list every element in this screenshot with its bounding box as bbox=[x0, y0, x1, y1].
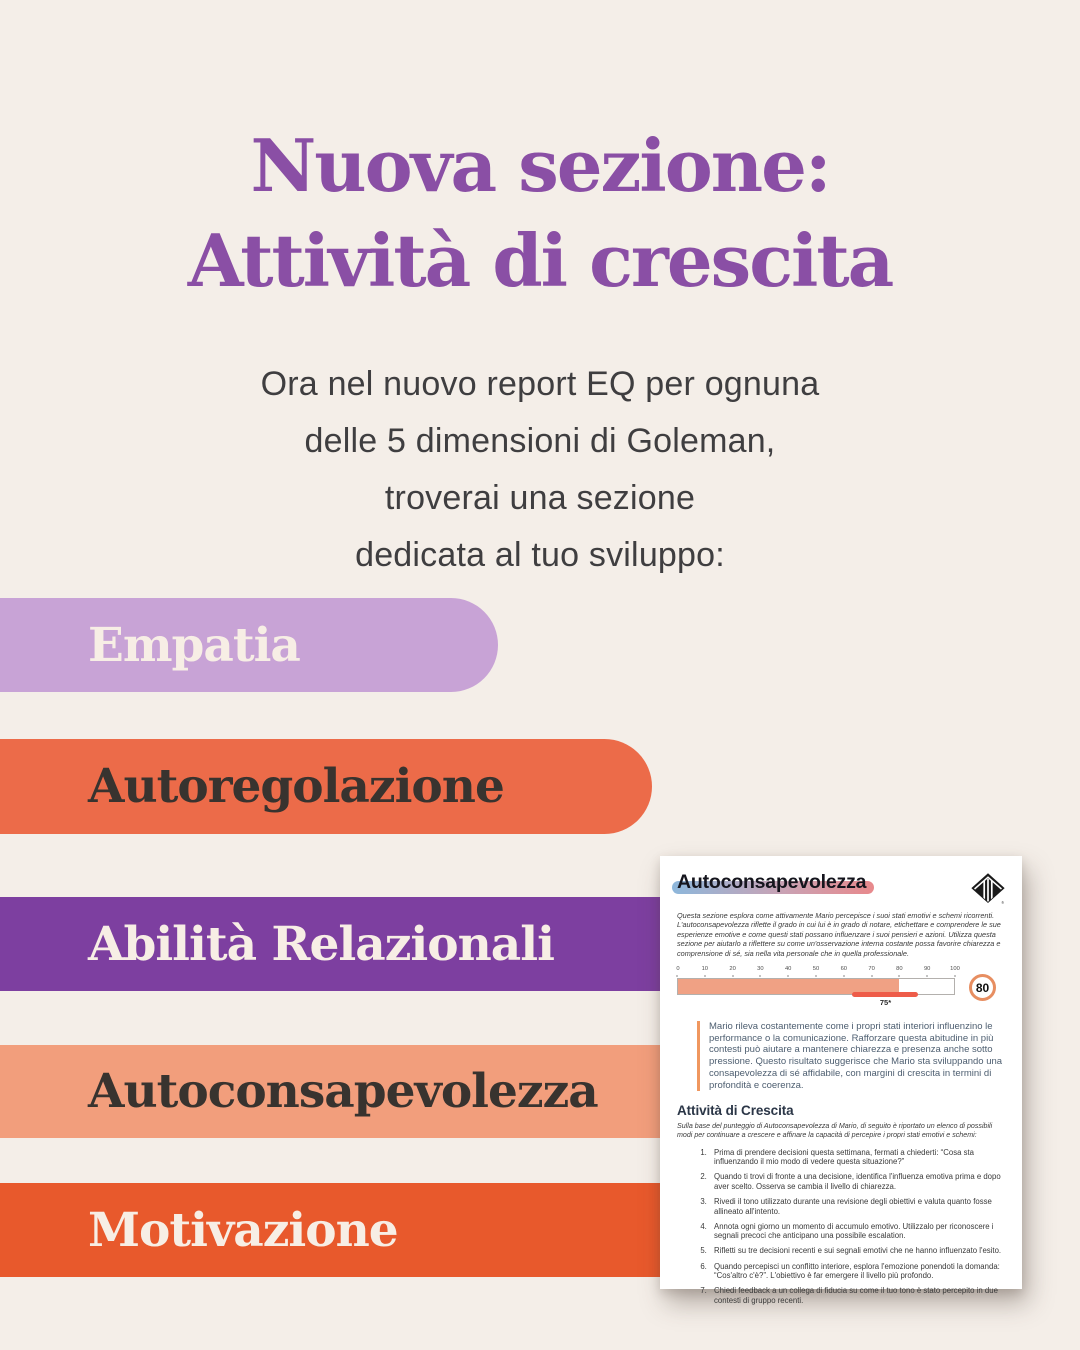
pill-label: Autoregolazione bbox=[88, 759, 504, 814]
tick-mark bbox=[955, 975, 956, 978]
tick-mark bbox=[788, 975, 789, 978]
pill-label: Autoconsapevolezza bbox=[88, 1064, 598, 1119]
subtitle-line: delle 5 dimensioni di Goleman, bbox=[304, 422, 776, 460]
tick-mark bbox=[677, 975, 678, 978]
activity-item: 4. Annota ogni giorno un momento di accumulo emotivo. Utilizzalo per riconoscere i segnali precoci che anticipano una possibile escalation. bbox=[709, 1222, 1007, 1241]
activity-item: 2. Quando ti trovi di fronte a una decisione, identifica l'influenza emotiva prima e dopo aver scelto. Osserva se cambia il livello di chiarezza. bbox=[709, 1172, 1007, 1191]
scale-tick-labels bbox=[676, 966, 960, 974]
activity-item: 3. Rivedi il tono utilizzato durante una revisione degli obiettivi e valuta quanto fosse allineato all'intento. bbox=[709, 1197, 1007, 1216]
tick-mark bbox=[843, 975, 844, 978]
tick-label: 10 bbox=[701, 966, 709, 973]
score-badge: 80 bbox=[969, 974, 996, 1001]
growth-activities-list bbox=[677, 1148, 1007, 1306]
score-scale bbox=[677, 966, 1005, 1010]
report-header bbox=[677, 871, 1005, 905]
scale-area bbox=[676, 966, 960, 1010]
tick-mark bbox=[760, 975, 761, 978]
activity-item: 1. Prima di prendere decisioni questa settimana, fermati a chiederti: “Cosa sta influenzando il mio modo di vedere questa situazione?” bbox=[709, 1148, 1007, 1167]
pill-abilita-relazionali bbox=[0, 897, 714, 991]
tick-label: 50 bbox=[812, 966, 820, 973]
benchmark-label: 75* bbox=[879, 998, 892, 1008]
poster-headline bbox=[0, 118, 1080, 308]
activity-item: 5. Rifletti su tre decisioni recenti e sui segnali emotivi che ne hanno influenzato l'esito. bbox=[709, 1246, 1007, 1256]
subtitle-line: dedicata al tuo sviluppo: bbox=[355, 536, 725, 574]
scale-bar bbox=[677, 978, 955, 995]
subtitle-line: troverai una sezione bbox=[384, 479, 696, 517]
pill-label: Empatia bbox=[88, 617, 300, 673]
tick-mark bbox=[927, 975, 928, 978]
pill-label: Abilità Relazionali bbox=[88, 916, 554, 972]
tick-label: 90 bbox=[923, 966, 931, 973]
tick-label: 70 bbox=[868, 966, 875, 973]
report-title: Autoconsapevolezza bbox=[677, 871, 867, 893]
brand-logo-icon bbox=[971, 873, 1005, 905]
tick-label: 20 bbox=[729, 966, 736, 973]
pill-autoregolazione bbox=[0, 739, 652, 834]
headline-line-1: Nuova sezione: bbox=[250, 123, 830, 208]
pill-empatia bbox=[0, 598, 498, 692]
svg-text:®: ® bbox=[1001, 901, 1004, 906]
activity-item: 7. Chiedi feedback a un collega di fiducia su come il tuo tono è stato percepito in due contesti di gruppo recenti. bbox=[709, 1286, 1007, 1305]
growth-section-heading: Attività di Crescita bbox=[677, 1103, 794, 1119]
tick-mark bbox=[871, 975, 872, 978]
pill-label: Motivazione bbox=[88, 1202, 398, 1258]
report-title-wrap bbox=[677, 871, 866, 894]
tick-mark bbox=[732, 975, 733, 978]
tick-mark bbox=[899, 975, 900, 978]
tick-label: 40 bbox=[784, 966, 792, 973]
tick-mark bbox=[704, 975, 705, 978]
headline-line-2: Attività di crescita bbox=[187, 218, 893, 303]
tick-mark bbox=[816, 975, 817, 978]
pill-autoconsapevolezza bbox=[0, 1045, 714, 1138]
subtitle-line: Ora nel nuovo report EQ per ognuna bbox=[260, 365, 820, 403]
benchmark-range bbox=[852, 992, 918, 997]
activity-item: 6. Quando percepisci un conflitto interiore, esplora l'emozione ponendoti la domanda: “Cos'altro c'è?”. L'obiettivo è far emergere il livello più profondo. bbox=[709, 1262, 1007, 1281]
result-summary-quote: Mario rileva costantemente come i propri stati interiori influenzino le performance o la comunicazione. Rafforzare questa abitudine in più contesti può aiutare a mantenere chiarezza e presenza anche sotto pressione. Questo risultato suggerisce che Mario sta sviluppando una consapevolezza di sé affidabile, con margini di crescita in termini di profondità e coerenza. bbox=[697, 1021, 1005, 1091]
tick-label: 0 bbox=[676, 966, 680, 973]
tick-label: 100 bbox=[950, 966, 960, 973]
tick-label: 80 bbox=[896, 966, 903, 973]
poster-subtitle bbox=[0, 356, 1080, 584]
tick-label: 60 bbox=[840, 966, 848, 973]
pill-motivazione bbox=[0, 1183, 714, 1277]
growth-section-lede: Sulla base del punteggio di Autoconsapevolezza di Mario, di seguito è riportato un elenco di possibili modi per continuare a crescere e affinare la capacità di percepire i propri stati emotivi e schemi: bbox=[677, 1122, 993, 1140]
report-intro-text: Questa sezione esplora come attivamente Mario percepisce i suoi stati emotivi e schemi ricorrenti. L'autoconsapevolezza riflette il grado in cui lui è in grado di notare, etichettare e comprendere le sue esperienze emotive e come questi stati possano influenzare i suoi pensieri e azioni. Utilizza questa sezione per aiutarlo a riflettere su come un'osservazione interna costante possa favorire chiarezza e comprensione di sé, sia nella vita personale che in quella professionale. bbox=[677, 911, 1001, 958]
tick-label: 30 bbox=[757, 966, 764, 973]
report-page-preview bbox=[660, 856, 1022, 1305]
